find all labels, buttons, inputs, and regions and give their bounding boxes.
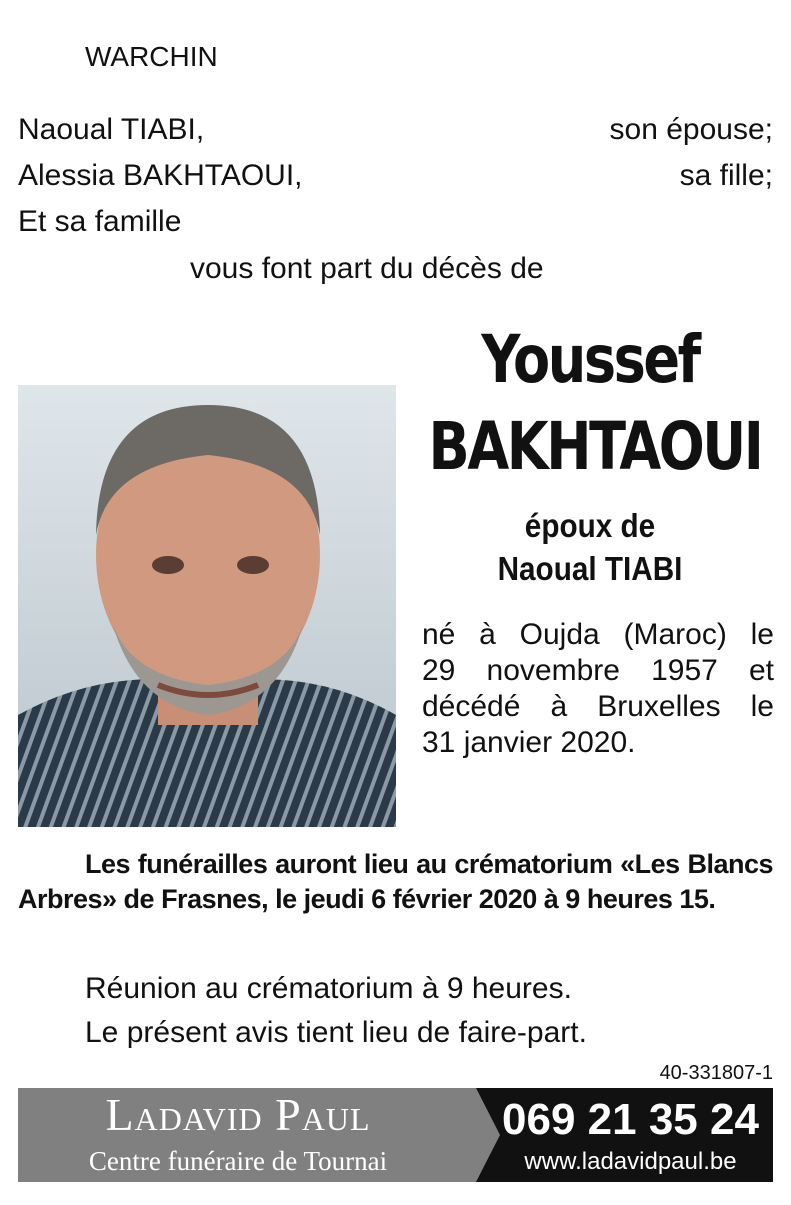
announcement-text: vous font part du décès de [190,252,544,285]
bio-block [422,617,774,761]
portrait-photo-icon [18,385,396,827]
family-relation: sa fille; [679,159,773,192]
family-relation: son épouse; [609,113,773,146]
bio-line: décédé à Bruxelles le [422,690,774,723]
notice-text: Le présent avis tient lieu de faire-part. [85,1016,587,1049]
family-row [18,158,773,194]
phone-number[interactable]: 069 21 35 24 [502,1095,759,1144]
brand-tagline: Centre funéraire de Tournai [88,1146,388,1176]
brand-name: Ladavid Paul [105,1089,371,1140]
family-name: Alessia BAKHTAOUI, [18,159,303,192]
website-link[interactable]: www.ladavidpaul.be [524,1148,737,1175]
portrait-photo [18,385,396,827]
bio-line: né à Oujda (Maroc) le [422,618,774,651]
spouse-label: époux de [524,507,656,544]
reunion-info: Réunion au crématorium à 9 heures. [85,972,572,1005]
bio-line: 29 novembre 1957 et [422,654,774,687]
funeral-home-banner [18,1088,773,1182]
family-row [18,204,773,240]
reference-number: 40-331807-1 [659,1062,773,1084]
spouse-name: Naoual TIABI [497,550,683,587]
family-row [18,112,773,148]
family-name: Naoual TIABI, [18,113,205,146]
deceased-last-name: BAKHTAOUI [428,408,762,485]
family-name: Et sa famille [18,205,182,238]
place-heading: WARCHIN [85,41,218,72]
deceased-first-name: Youssef [481,321,699,398]
funeral-details: Les funérailles auront lieu au crématorium «Les Blancs Arbres» de Frasnes, le jeudi 6 février 2020 à 9 heures 15. [18,849,773,915]
bio-line: 31 janvier 2020. [422,726,636,759]
